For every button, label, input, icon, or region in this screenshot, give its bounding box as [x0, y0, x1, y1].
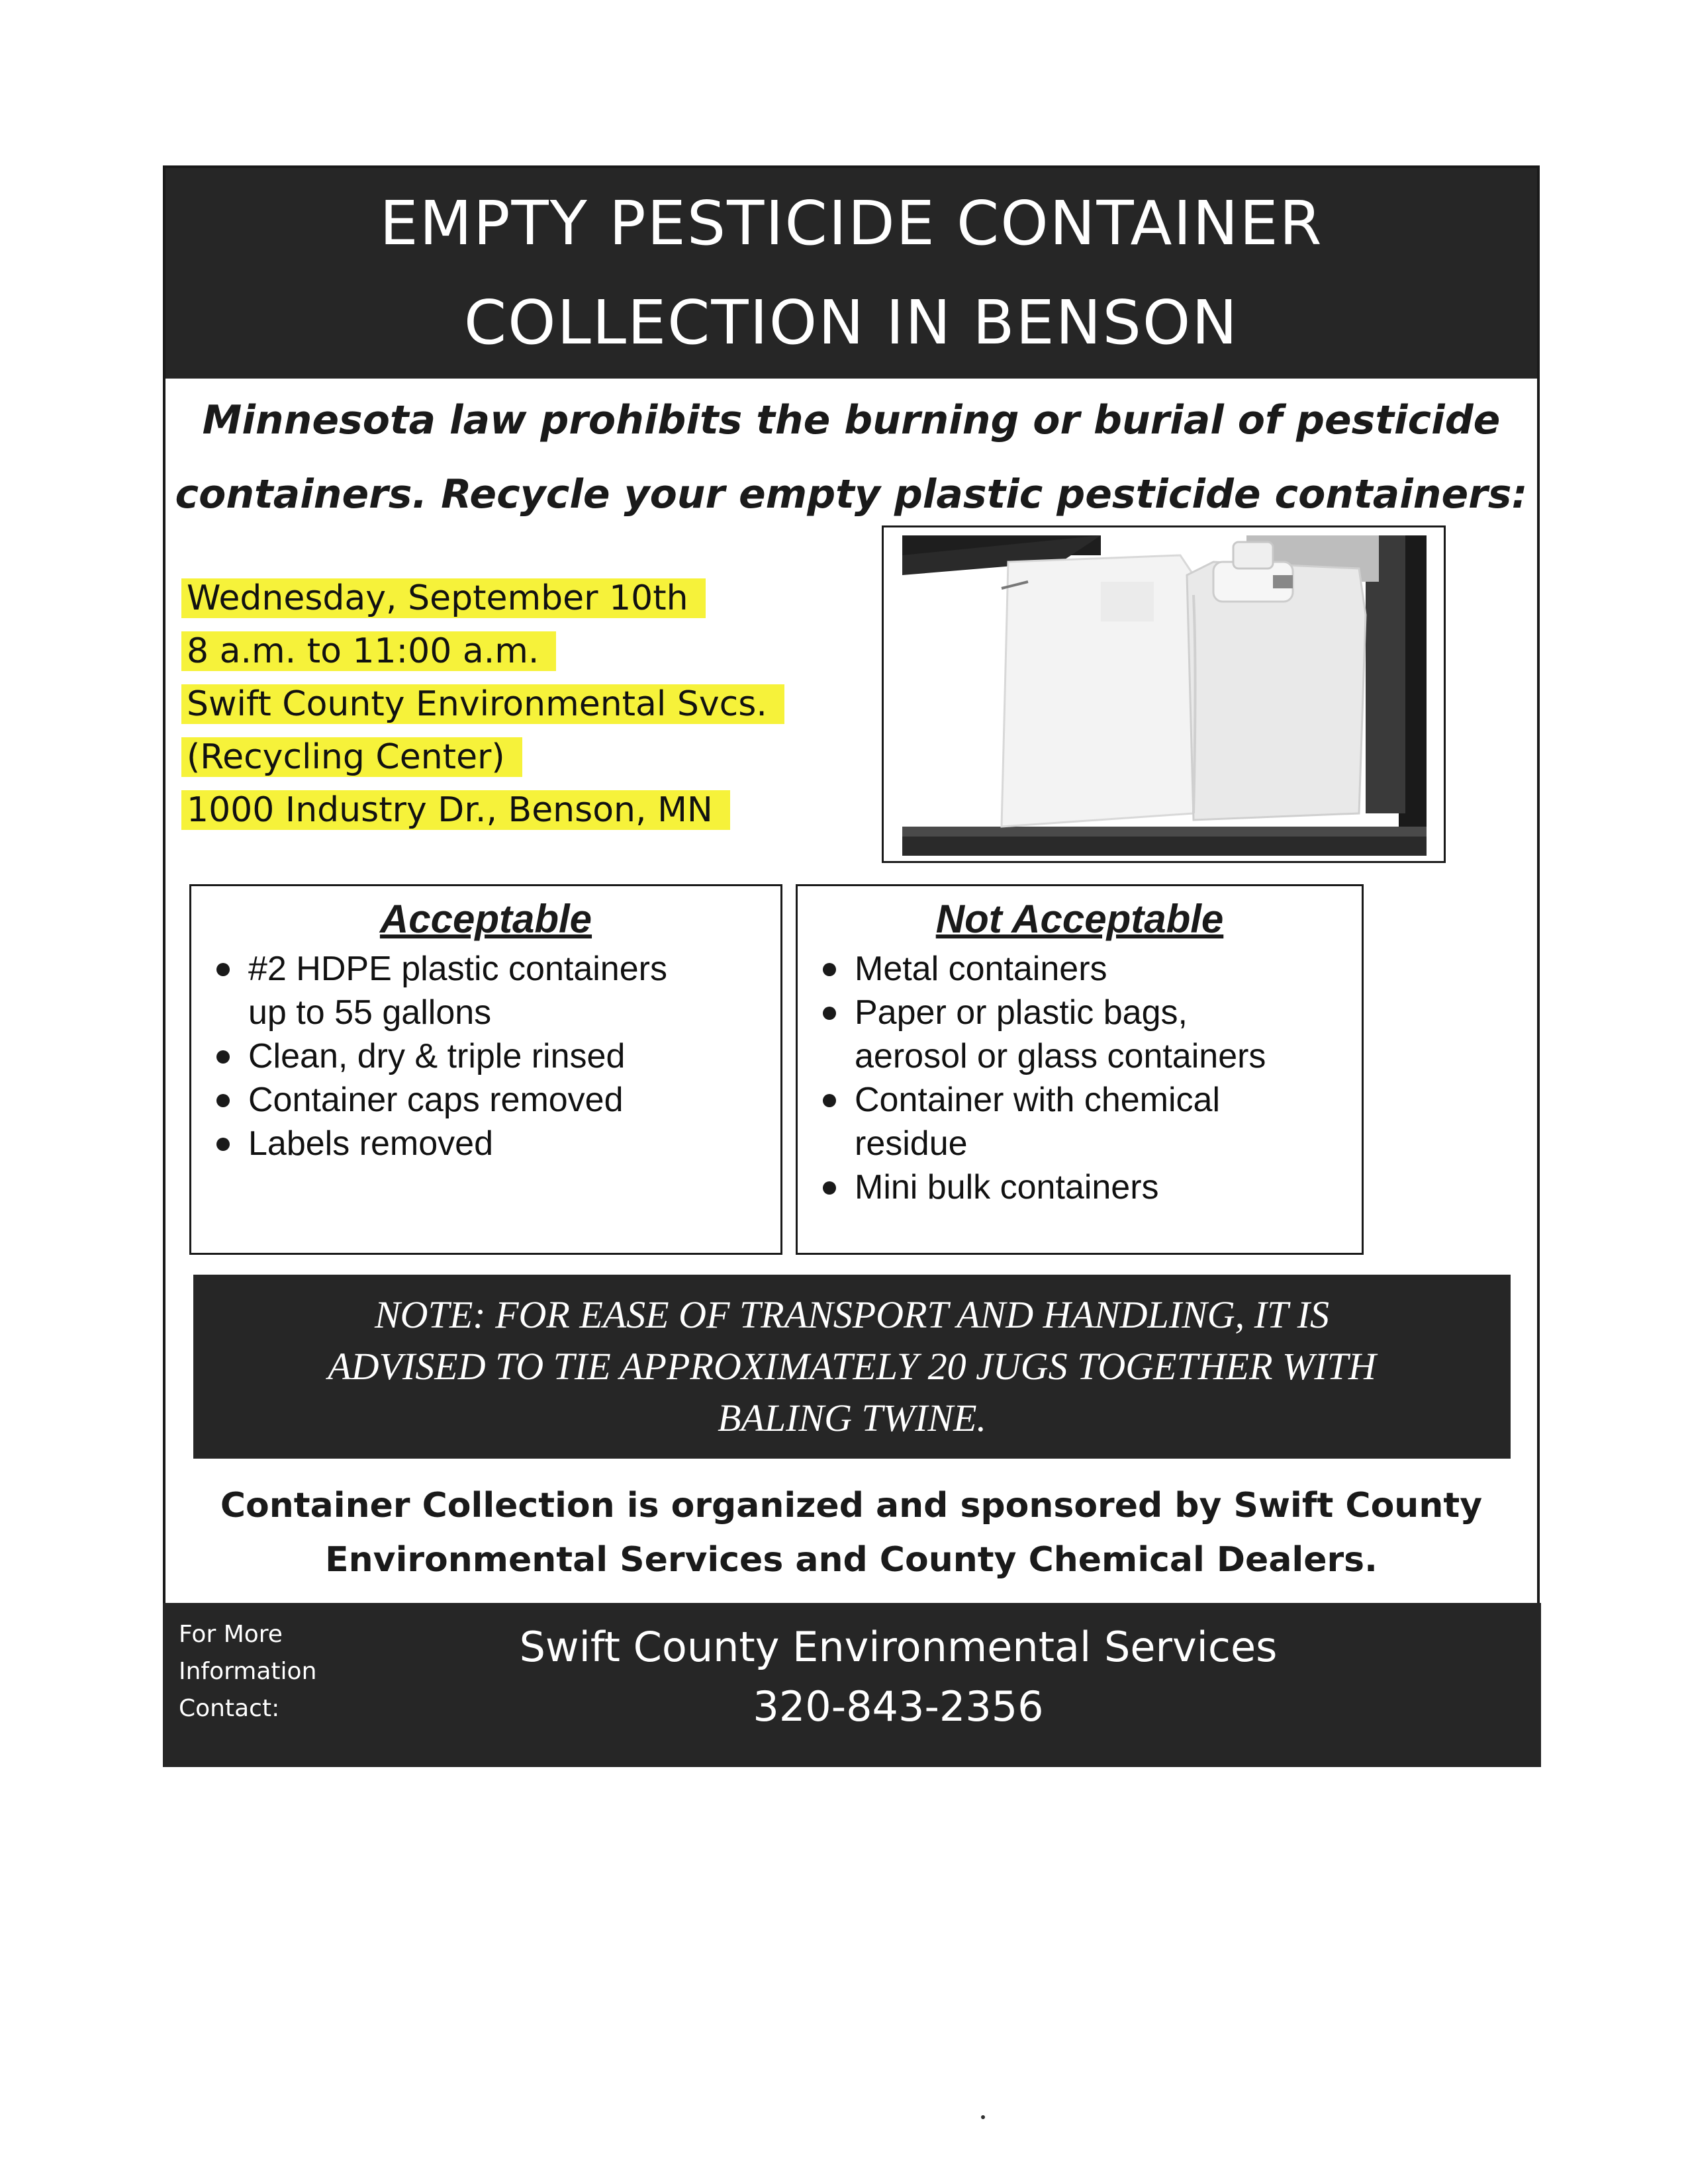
- title-line-2: COLLECTION IN BENSON: [463, 287, 1239, 358]
- contact-footer: [163, 1603, 1541, 1767]
- stray-dot: [981, 2115, 985, 2119]
- list-item: Mini bulk containers: [818, 1165, 1362, 1209]
- title-band: [165, 168, 1537, 379]
- list-item-continued: residue: [855, 1124, 968, 1163]
- list-item: Labels removed: [211, 1122, 780, 1165]
- list-item: Clean, dry & triple rinsed: [211, 1034, 780, 1078]
- event-details: [181, 572, 976, 837]
- event-place-note: (Recycling Center): [181, 731, 976, 784]
- sponsor-text: [165, 1479, 1537, 1587]
- contact-label-line-3: Contact:: [179, 1695, 280, 1722]
- list-item: Paper or plastic bags,: [818, 991, 1362, 1034]
- list-item: Container caps removed: [211, 1078, 780, 1122]
- jugs-image-icon: [902, 535, 1427, 856]
- sponsor-line-1: Container Collection is organized and sponsored by Swift County: [220, 1486, 1483, 1525]
- contact-label-line-2: Information: [179, 1658, 317, 1685]
- not-acceptable-list: [798, 947, 1362, 1209]
- list-item: #2 HDPE plastic containers: [211, 947, 780, 991]
- event-place: Swift County Environmental Svcs.: [181, 678, 976, 731]
- note-line-3: BALING TWINE.: [718, 1396, 986, 1439]
- list-item-continued: up to 55 gallons: [248, 993, 492, 1032]
- not-acceptable-box: [796, 884, 1364, 1255]
- intro-line-2: containers. Recycle your empty plastic pesticide containers:: [175, 471, 1528, 518]
- sponsor-line-2: Environmental Services and County Chemical Dealers.: [325, 1540, 1378, 1580]
- list-item: Container with chemical: [818, 1078, 1362, 1122]
- note-band: [193, 1275, 1511, 1459]
- acceptable-list: [191, 947, 780, 1165]
- acceptable-box: [189, 884, 782, 1255]
- note-line-1: NOTE: FOR EASE OF TRANSPORT AND HANDLING, IT IS: [375, 1293, 1329, 1336]
- intro-line-1: Minnesota law prohibits the burning or burial of pesticide: [202, 397, 1501, 443]
- contact-label-line-1: For More: [179, 1621, 283, 1648]
- intro-text: [165, 383, 1537, 531]
- flyer: [163, 165, 1540, 1767]
- list-item-continued: aerosol or glass containers: [855, 1037, 1266, 1075]
- contact-phone: 320-843-2356: [753, 1682, 1044, 1731]
- list-item: Metal containers: [818, 947, 1362, 991]
- event-date: Wednesday, September 10th: [181, 572, 976, 625]
- event-time: 8 a.m. to 11:00 a.m.: [181, 625, 976, 678]
- contact-org: [163, 1617, 1541, 1737]
- note-line-2: ADVISED TO TIE APPROXIMATELY 20 JUGS TOGETHER WITH: [328, 1345, 1376, 1388]
- acceptable-heading: Acceptable: [379, 897, 592, 941]
- title-line-1: EMPTY PESTICIDE CONTAINER: [379, 188, 1323, 259]
- plastic-jugs-photo: [882, 525, 1446, 863]
- contact-org-name: Swift County Environmental Services: [519, 1623, 1278, 1671]
- event-address: 1000 Industry Dr., Benson, MN: [181, 784, 976, 837]
- not-acceptable-heading: Not Acceptable: [935, 897, 1224, 941]
